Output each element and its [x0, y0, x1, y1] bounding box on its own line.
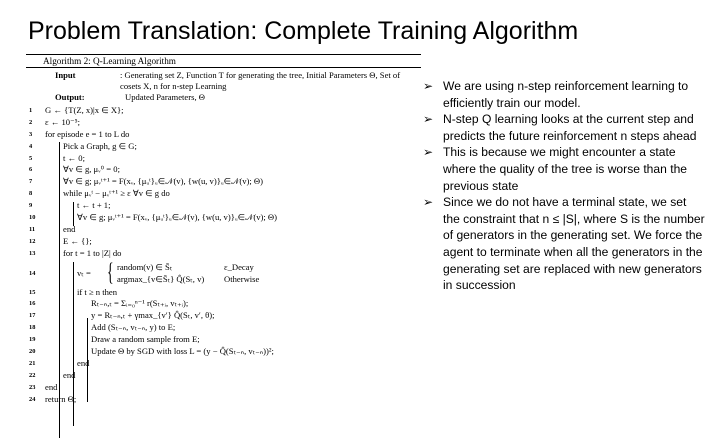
case-random-condition: ε_Decay — [224, 261, 254, 272]
line-text: for episode e = 1 to L do — [45, 128, 130, 139]
line-number: 1 — [29, 107, 33, 114]
input-text: : Generating set Z, Function T for generating the tree, Initial Parameters Θ, Set of cosets X, n for n-step Learning — [120, 70, 401, 91]
line-text: end — [63, 369, 76, 380]
algorithm-line — [26, 236, 421, 248]
line-text: Update Θ by SGD with loss L = (y − Q̂(Sₜ₋ₙ, vₜ₋ₙ))²; — [91, 346, 274, 357]
bullet-item — [423, 111, 706, 144]
line-text: G ← {T(Z, x)|x ∈ X}; — [45, 105, 124, 115]
line-number: 19 — [29, 336, 36, 344]
line-number: 2 — [29, 118, 33, 126]
algorithm-line — [26, 334, 421, 346]
line-number: 24 — [29, 395, 36, 403]
arrow-bullet-icon: ➢ — [423, 145, 434, 160]
line-number: 22 — [29, 371, 36, 379]
line-text: ∀v ∈ g, μᵥ⁰ = 0; — [63, 164, 120, 175]
bullet-text: This is because we might encounter a state where the quality of the tree is worse than the previous state — [443, 145, 688, 193]
algorithm-block — [26, 54, 421, 405]
algorithm-line — [26, 141, 421, 153]
line-text: ∀v ∈ g; μᵥᵗ⁺¹ = F(xᵥ, {μᵤᵗ}ᵤ∈𝒩(v), {w(u, v)}ᵤ∈𝒩(v); Θ) — [63, 176, 263, 187]
line-text: ∀v ∈ g; μᵥᵗ⁺¹ = F(xᵥ, {μᵤᵗ}ᵤ∈𝒩(v), {w(u, v)}ᵤ∈𝒩(v); Θ) — [77, 212, 277, 223]
case-argmax: argmax_{v∈S̄ₜ} Q̂(Sₜ, v) — [117, 273, 205, 284]
case-argmax-condition: Otherwise — [224, 273, 260, 284]
algorithm-line — [26, 394, 421, 406]
algorithm-output — [26, 92, 421, 103]
line-text: E ← {}; — [63, 235, 92, 246]
line-number: 16 — [29, 300, 36, 308]
case-random: random(v) ∈ S̄ₜ — [117, 261, 173, 272]
line-text: while μᵥᵗ − μᵥᵗ⁺¹ ≥ ε ∀v ∈ g do — [63, 188, 170, 199]
algorithm-line — [26, 346, 421, 358]
line-text: Rₜ₋ₙ,ₜ = Σᵢ₌₀ⁿ⁻¹ r(Sₜ₊ᵢ, vₜ₊ᵢ); — [91, 298, 189, 309]
algorithm-line — [26, 105, 421, 117]
line-text: end — [77, 357, 90, 368]
line-text: for t = 1 to |Z| do — [63, 247, 122, 258]
line-number: 3 — [29, 130, 33, 138]
algorithm-line — [26, 153, 421, 165]
line-text: t ← t + 1; — [77, 200, 111, 211]
algorithm-line — [26, 287, 421, 299]
algorithm-line — [26, 164, 421, 176]
bullet-item — [423, 194, 706, 294]
line-text: if t ≥ n then — [77, 286, 118, 297]
algorithm-line — [26, 248, 421, 260]
arrow-bullet-icon: ➢ — [423, 79, 434, 93]
output-text: Updated Parameters, Θ — [125, 92, 205, 102]
line-number: 17 — [29, 312, 36, 320]
line-text: Pick a Graph, g ∈ G; — [63, 140, 137, 151]
line-text: y = Rₜ₋ₙ,ₜ + γmax_{v′} Q̂(Sₜ, v′, θ); — [91, 310, 215, 321]
algorithm-line — [26, 117, 421, 129]
line-number: 10 — [29, 214, 36, 222]
algorithm-line — [26, 260, 421, 287]
algorithm-line — [26, 298, 421, 310]
algorithm-line — [26, 224, 421, 236]
line-number: 8 — [29, 190, 33, 198]
algorithm-input — [26, 70, 421, 92]
algorithm-line — [26, 322, 421, 334]
algorithm-line — [26, 212, 421, 224]
bullet-text: Since we do not have a terminal state, we set the constraint that n ≤ |S|, where S is the number of generators in the generating set. We force the agent to terminate when all the generators in the generating set are replaced with new generators in succession — [443, 195, 705, 293]
arrow-bullet-icon: ➢ — [423, 195, 434, 210]
algorithm-lines — [26, 105, 421, 405]
algorithm-line — [26, 188, 421, 200]
input-label: Input — [55, 70, 76, 80]
line-number: 5 — [29, 154, 33, 162]
algorithm-line — [26, 176, 421, 188]
line-number: 20 — [29, 348, 36, 356]
line-number: 12 — [29, 237, 36, 245]
algorithm-caption-rule — [26, 67, 421, 68]
bullet-text: N-step Q learning looks at the current step and predicts the future reinforcement n steps ahead — [443, 112, 697, 143]
algorithm-line — [26, 370, 421, 382]
line-number: 9 — [29, 202, 33, 210]
bullet-item — [423, 144, 706, 194]
arrow-bullet-icon: ➢ — [423, 112, 434, 127]
slide-title: Problem Translation: Complete Training Algorithm — [28, 17, 579, 45]
line-number: 23 — [29, 383, 36, 391]
line-number: 15 — [29, 288, 36, 296]
line-text: end — [45, 381, 58, 392]
algorithm-line — [26, 129, 421, 141]
bullet-item — [423, 78, 706, 111]
algorithm-caption: Algorithm 2: Q-Learning Algorithm — [43, 56, 176, 66]
bullet-text: We are using n-step reinforcement learning to efficiently train our model. — [443, 79, 689, 110]
line-text: Draw a random sample from E; — [91, 334, 200, 345]
line-number: 11 — [29, 225, 36, 233]
line-number: 21 — [29, 359, 36, 367]
algorithm-line — [26, 200, 421, 212]
line-number: 18 — [29, 324, 36, 332]
line-number: 14 — [29, 269, 36, 277]
algorithm-line — [26, 382, 421, 394]
line-text: ε ← 10⁻⁵; — [45, 116, 81, 127]
algorithm-line — [26, 310, 421, 322]
output-label: Output: — [55, 92, 85, 102]
line-text: Add (Sₜ₋ₙ, vₜ₋ₙ, y) to E; — [91, 322, 176, 333]
bullet-list — [423, 78, 706, 294]
cases-lhs: vₜ = — [77, 267, 91, 278]
algorithm-line — [26, 358, 421, 370]
cases-brace: { — [107, 258, 114, 286]
line-number: 7 — [29, 178, 33, 186]
line-number: 4 — [29, 142, 33, 150]
line-text: return Θ; — [45, 393, 77, 404]
line-text: t ← 0; — [63, 152, 85, 163]
line-number: 6 — [29, 166, 33, 174]
line-number: 13 — [29, 249, 36, 257]
line-text: end — [63, 223, 76, 234]
